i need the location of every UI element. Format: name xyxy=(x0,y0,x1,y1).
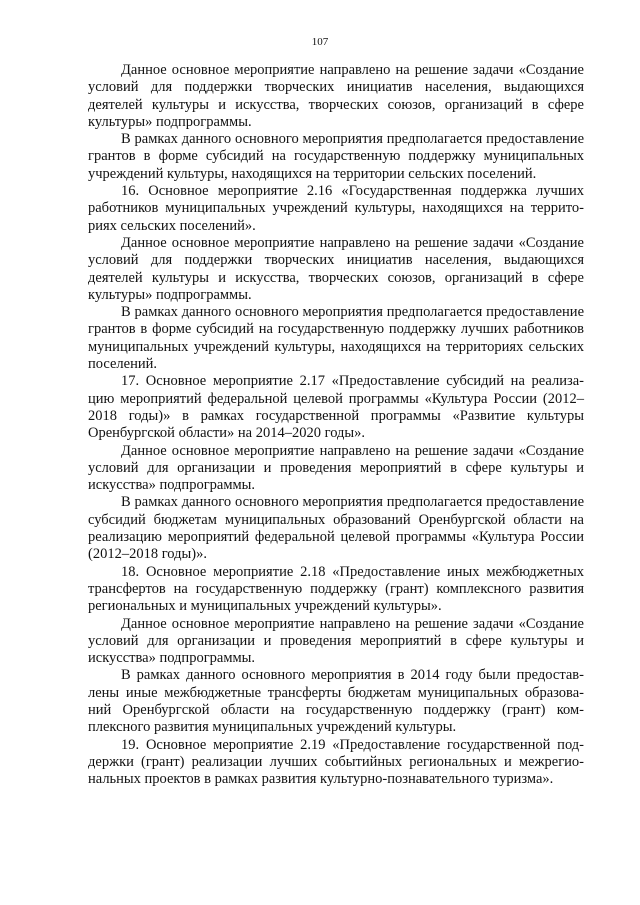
paragraph: В рамках данного основного мероприятия предполагается предоставление грантов в форме субсидий на государственную поддержку муниципальных учреждений культуры, находящихся на территории сельских поселений. xyxy=(88,131,584,182)
paragraph: 18. Основное мероприятие 2.18 «Предоставление иных межбюджетных трансфертов на государственную поддержку (грант) комплексного развития региональных и муниципальных учреждений культуры». xyxy=(88,563,584,615)
paragraph: В рамках данного основного мероприятия предполагается предоставление грантов в форме субсидий на государственную поддержку лучших работников муниципальных учреждений культуры, находящихся на территориях сельских поселений. xyxy=(88,304,584,373)
paragraph: Данное основное мероприятие направлено на решение задачи «Создание условий для организации и проведения мероприятий в сфере культуры и искусства» подпрограммы. xyxy=(88,615,584,667)
page-number: 107 xyxy=(311,36,329,48)
paragraph: Данное основное мероприятие направлено на решение задачи «Создание условий для поддержки творческих инициатив населения, выдающихся деятелей культуры и искусства, творческих союзов, организаций в сфере культуры» подпрограммы. xyxy=(88,62,584,130)
document-body xyxy=(88,62,584,788)
paragraph: 19. Основное мероприятие 2.19 «Предоставление государственной поддержки (грант) реализации лучших событийных региональных и межрегиональных проектов в рамках развития культурно-познавательного туризма». xyxy=(88,736,584,788)
paragraph: Данное основное мероприятие направлено на решение задачи «Создание условий для поддержки творческих инициатив населения, выдающихся деятелей культуры и искусства, творческих союзов, организаций в сфере культуры» подпрограммы. xyxy=(88,234,584,303)
paragraph: В рамках данного основного мероприятия предполагается предоставление субсидий бюджетам муниципальных образований Оренбургской области на реализацию мероприятий федеральной целевой программы «Культура России (2012–2018 годы)». xyxy=(88,494,584,563)
paragraph: Данное основное мероприятие направлено на решение задачи «Создание условий для организации и проведения мероприятий в сфере культуры и искусства» подпрограммы. xyxy=(88,442,584,494)
paragraph: 16. Основное мероприятие 2.16 «Государственная поддержка лучших работников муниципальных учреждений культуры, находящихся на территориях сельских поселений». xyxy=(88,183,584,234)
paragraph: 17. Основное мероприятие 2.17 «Предоставление субсидий на реализацию мероприятий федеральной целевой программы «Культура России (2012–2018 годы)» в рамках государственной программы «Развитие культуры Оренбургской области» на 2014–2020 годы». xyxy=(88,373,584,442)
paragraph: В рамках данного основного мероприятия в 2014 году были предоставлены иные межбюджетные трансферты бюджетам муниципальных образований Оренбургской области на государственную поддержку (грант) комплексного развития муниципальных учреждений культуры. xyxy=(88,667,584,736)
